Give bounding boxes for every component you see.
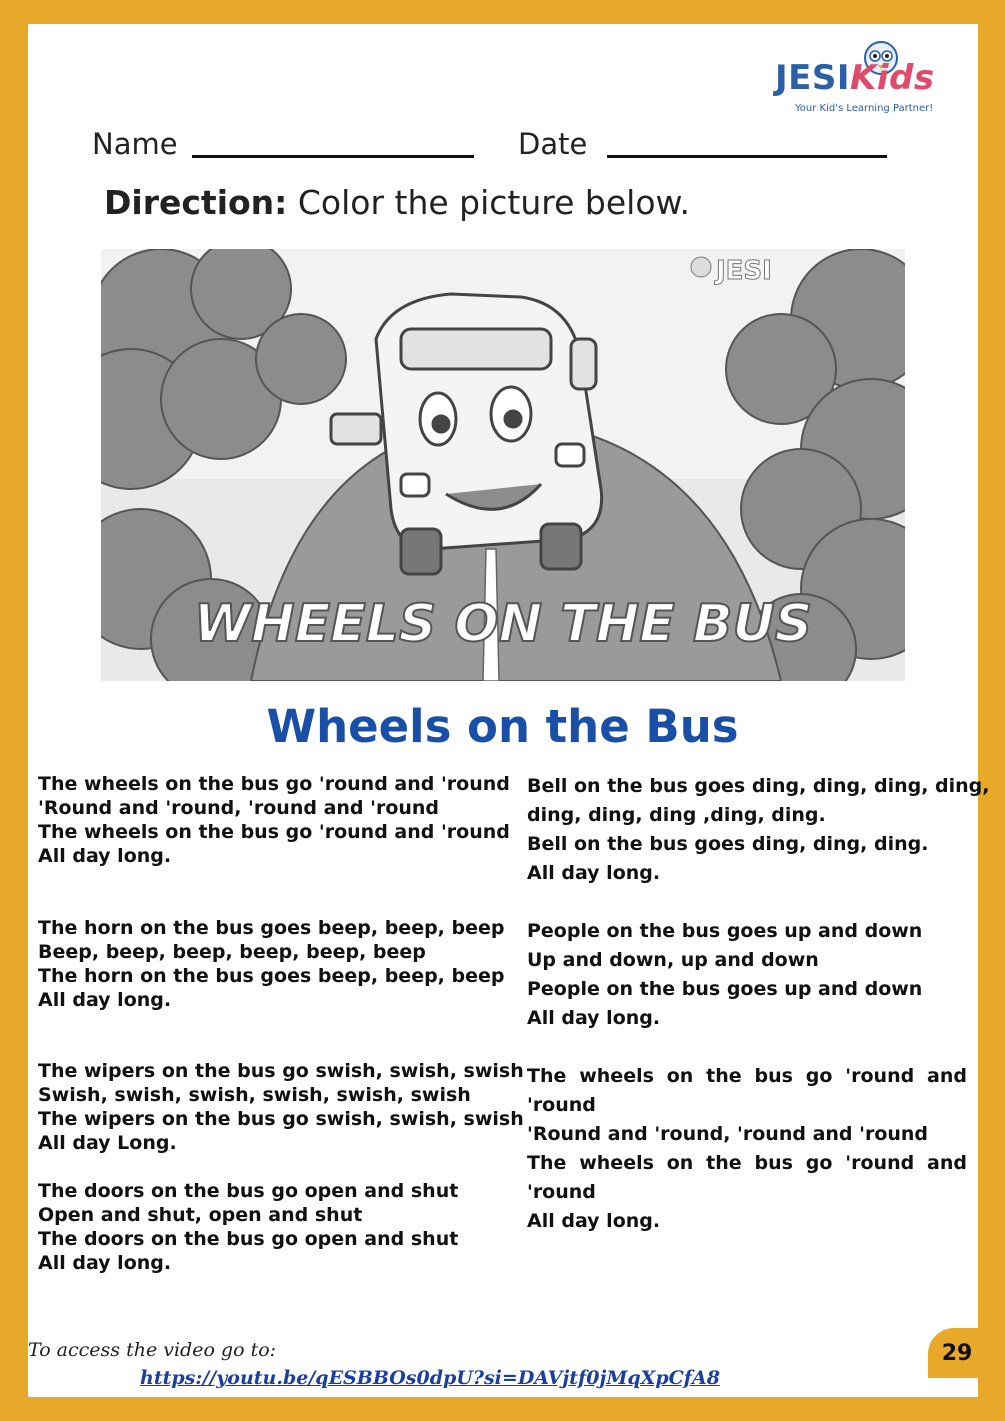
logo-tagline: Your Kid's Learning Partner! (795, 103, 934, 114)
lyric-line: The horn on the bus goes beep, beep, beep (38, 965, 505, 987)
name-label: Name (92, 127, 178, 161)
lyric-line: Swish, swish, swish, swish, swish, swish (38, 1084, 471, 1106)
lyric-line: People on the bus goes up and down (527, 920, 923, 942)
lyrics-left-column (38, 772, 524, 1275)
lyric-line: The wheels on the bus go 'round and 'round (527, 1152, 967, 1203)
jesikids-logo (775, 40, 955, 120)
lyrics-right-column (527, 772, 990, 1236)
lyric-line: All day long. (527, 862, 661, 884)
lyric-line: Bell on the bus goes ding, ding, ding, ding, (527, 775, 990, 797)
lyric-line: 'Round and 'round, 'round and 'round (527, 1123, 929, 1145)
logo-kids: Kids (850, 58, 935, 98)
song-title: Wheels on the Bus (266, 700, 739, 753)
lyric-line: Bell on the bus goes ding, ding, ding. (527, 833, 929, 855)
video-link[interactable]: https://youtu.be/qESBBOs0dpU?si=DAVjtf0jMqXpCfA8 (140, 1367, 720, 1389)
lyric-line: All day Long. (38, 1132, 177, 1154)
verse-wheels-repeat (527, 1062, 967, 1236)
logo-jesi: JESI (775, 58, 851, 98)
lyric-line: The doors on the bus go open and shut (38, 1180, 459, 1202)
lyric-line: 'Round and 'round, 'round and 'round (38, 797, 440, 819)
lyric-line: All day long. (38, 845, 172, 867)
verse-horn (38, 916, 524, 1012)
lyric-line: Open and shut, open and shut (38, 1204, 363, 1226)
lyric-line: People on the bus goes up and down (527, 978, 923, 1000)
verse-wheels (38, 772, 524, 868)
date-label: Date (518, 127, 588, 161)
verse-bell (527, 772, 990, 888)
verse-people (527, 917, 967, 1033)
lyric-line: All day long. (38, 989, 172, 1011)
lyric-line: All day long. (527, 1210, 661, 1232)
direction-text: Color the picture below. (287, 183, 690, 222)
lyric-line: The wipers on the bus go swish, swish, swish (38, 1060, 524, 1082)
lyric-line: The doors on the bus go open and shut (38, 1228, 459, 1250)
name-field-line[interactable] (192, 155, 474, 158)
date-field-line[interactable] (607, 155, 887, 158)
direction-label: Direction: (104, 183, 288, 222)
page-number: 29 (928, 1328, 986, 1378)
lyric-line: The wheels on the bus go 'round and 'round (38, 821, 510, 843)
logo-wordmark (775, 58, 935, 98)
verse-wipers (38, 1059, 524, 1155)
lyric-line: All day long. (38, 1252, 172, 1274)
lyric-line: Beep, beep, beep, beep, beep, beep (38, 941, 426, 963)
picture-caption: WHEELS ON THE BUS (193, 594, 813, 654)
lyric-line: Up and down, up and down (527, 949, 819, 971)
verse-doors (38, 1179, 524, 1275)
lyric-line: All day long. (527, 1007, 661, 1029)
lyric-line: The wheels on the bus go 'round and 'round (527, 1065, 967, 1116)
watermark-text: JESI (716, 256, 772, 286)
video-access-text: To access the video go to: (28, 1339, 277, 1361)
bus-coloring-picture (101, 249, 905, 681)
lyric-line: The horn on the bus goes beep, beep, beep (38, 917, 505, 939)
lyric-line: The wipers on the bus go swish, swish, swish (38, 1108, 524, 1130)
lyric-line: The wheels on the bus go 'round and 'round (38, 773, 510, 795)
direction-line (104, 183, 690, 222)
lyric-line: ding, ding, ding ,ding, ding. (527, 804, 826, 826)
